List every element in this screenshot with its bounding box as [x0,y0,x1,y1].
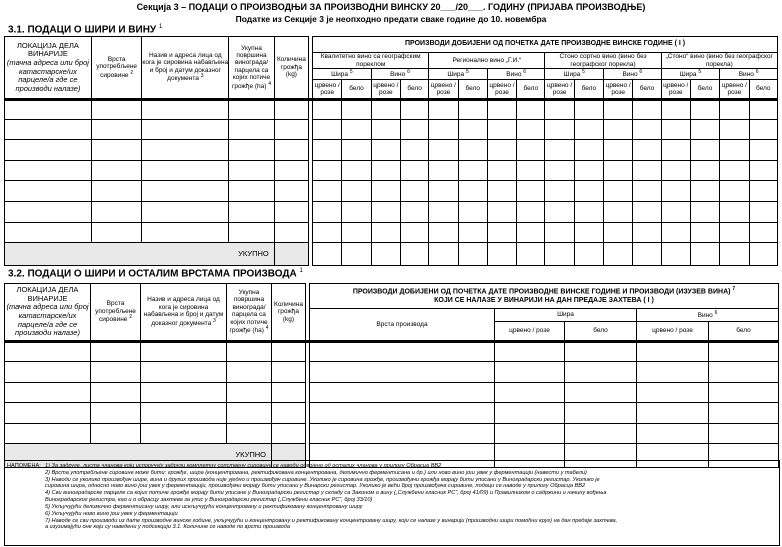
input-cell[interactable] [565,424,637,444]
white-header: бело [690,80,719,100]
input-cell[interactable] [429,202,458,223]
input-cell[interactable] [313,202,342,223]
input-cell[interactable] [604,181,633,202]
input-cell[interactable] [487,140,516,161]
table-row [5,403,779,424]
red-rose-header: црвено / розе [371,80,400,100]
input-cell[interactable] [272,424,306,444]
input-cell[interactable] [342,161,371,181]
input-cell[interactable] [91,100,142,120]
notes-body [45,463,776,531]
input-cell[interactable] [400,223,428,243]
input-cell[interactable] [229,202,274,223]
input-cell[interactable] [633,223,661,243]
input-cell[interactable] [142,181,229,202]
input-cell[interactable] [487,100,516,120]
total-cell[interactable] [429,243,458,266]
category-table-wine: „Стоно“ вино (вино без географског порекла) [661,53,777,69]
input-cell[interactable] [517,140,545,161]
input-cell[interactable] [91,403,141,424]
input-cell[interactable] [91,383,141,403]
input-cell[interactable] [5,223,92,243]
red-rose-header: црвено / розе [545,80,574,100]
input-cell[interactable] [91,181,142,202]
input-cell[interactable] [749,161,778,181]
input-cell[interactable] [661,140,690,161]
input-cell[interactable] [709,362,779,383]
total-cell[interactable] [661,243,690,266]
total-cell[interactable] [487,243,516,266]
category-quality-wine: Квалитетно вино са географским пореклом [313,53,429,69]
input-cell[interactable] [637,424,709,444]
note-line: 1) За задруге, листа чланова који испоручују задрузи комплетну сопствену сировину се наводи одвојено од осталих чланова у прилогу Обрасца ВВ2 [45,463,442,469]
input-cell[interactable] [487,202,516,223]
input-cell[interactable] [400,120,428,140]
input-cell[interactable] [274,223,308,243]
input-cell[interactable] [310,342,495,362]
input-cell[interactable] [720,120,749,140]
input-cell[interactable] [604,100,633,120]
input-cell[interactable] [142,100,229,120]
input-cell[interactable] [633,161,661,181]
red-rose-header: црвено / розе [429,80,458,100]
input-cell[interactable] [310,383,495,403]
total-cell[interactable] [574,243,603,266]
input-cell[interactable] [487,223,516,243]
input-cell[interactable] [5,100,92,120]
input-cell[interactable] [690,100,719,120]
input-cell[interactable] [690,140,719,161]
input-cell[interactable] [637,403,709,424]
input-cell[interactable] [400,140,428,161]
note-line: 2) Врста употребљене сировине може бити: грожђе, шира (концентрована, ректификована концентрована, делимично ферментисана и др.) или ново вино још увек у ферментацији (навести у табели) [45,469,587,476]
note-line: 6) Укључујући ново вино још увек у ферментацији [45,510,178,517]
input-cell[interactable] [227,403,272,424]
input-cell[interactable] [371,120,400,140]
col-area-header-2: Укупна површина винограда/ парцела са којих потиче грожђе (ha) $^4$ [227,284,272,342]
input-cell[interactable] [5,362,91,383]
white-header: бело [633,80,661,100]
input-cell[interactable] [400,181,428,202]
input-cell[interactable] [709,383,779,403]
input-cell[interactable] [342,100,371,120]
products-group-header-2: ПРОИЗВОДИ ДОБИЈЕНИ ОД ПОЧЕТКА ДАТЕ ПРОИЗВОДНЕ ВИНСКЕ ГОДИНЕ И ПРОИЗВОДИ (ИЗУЗЕВ ВИНА) $^7$ КОЈИ СЕ НАЛАЗЕ У ВИНАРИЈИ НА ДАН ПРЕДАЈЕ ЗАХТЕВА ( I ) [310,284,779,309]
white-header: бело [749,80,778,100]
input-cell[interactable] [517,100,545,120]
input-cell[interactable] [661,202,690,223]
total-cell[interactable] [545,243,574,266]
col-location-header: ЛОКАЦИЈА ДЕЛА ВИНАРИЈЕ (тачна адреса или број катастарске/их парцеле/а где се производи налазе) [5,37,92,100]
col-product-type-header: Врста производа [310,309,495,342]
input-cell[interactable] [545,140,574,161]
input-cell[interactable] [633,140,661,161]
sub-must-header: Шира $^5$ [313,69,372,80]
input-cell[interactable] [5,383,91,403]
input-cell[interactable] [310,424,495,444]
total-cell[interactable] [517,243,545,266]
input-cell[interactable] [574,202,603,223]
input-cell[interactable] [495,424,565,444]
note-line: 3) Наводи се уколико произвођач шире, вина и других производа није уједно и произвођач сировине. Уколико је сировина грожђе, произвођачи грожђа морају бити уписани у Виноградарски регистар. Уколико је [45,476,600,483]
input-cell[interactable] [229,100,274,120]
input-cell[interactable] [429,140,458,161]
input-cell[interactable] [141,383,227,403]
input-cell[interactable] [458,161,487,181]
input-cell[interactable] [720,223,749,243]
input-cell[interactable] [313,223,342,243]
white-header: бело [342,80,371,100]
red-rose-header: црвено / розе [720,80,749,100]
notes-box [4,460,780,546]
input-cell[interactable] [371,181,400,202]
production-table-3-2 [4,283,779,468]
note-line: 7) Наводе се сви производи из дате производне винске године, укључујући и концентровану и ректификовану концентровану ширу, који се налазе у винарији (производни шири помоћни круг) на дан предаје захтева, [45,517,618,524]
input-cell[interactable] [517,202,545,223]
input-cell[interactable] [5,424,91,444]
input-cell[interactable] [565,362,637,383]
input-cell[interactable] [458,140,487,161]
input-cell[interactable] [574,181,603,202]
sub-must-header-2: Шира [495,309,637,322]
input-cell[interactable] [604,140,633,161]
red-rose-header: црвено / розе [313,80,342,100]
input-cell[interactable] [142,223,229,243]
note-line: 4) Сви виноградарске парцеле са којих потиче грожђе морају бити уписане у Виноградарски регистар у складу са Законом о вину („Службени гласник РС“, број 41/09) и Правилником о садржини и начину вођења [45,490,607,497]
input-cell[interactable] [142,202,229,223]
input-cell[interactable] [633,181,661,202]
input-cell[interactable] [565,403,637,424]
input-cell[interactable] [5,181,92,202]
input-cell[interactable] [690,181,719,202]
note-line: а изузимајући оне који су наведени у подсекцији 3.1. Количине се наводе по врсти производа [45,524,290,531]
input-cell[interactable] [310,403,495,424]
input-cell[interactable] [604,120,633,140]
input-cell[interactable] [313,161,342,181]
total-cell[interactable] [604,243,633,266]
input-cell[interactable] [545,100,574,120]
input-cell[interactable] [141,342,227,362]
input-cell[interactable] [495,362,565,383]
col-material-type-header: Врста употребљене сировине $^2$ [91,37,142,100]
sub-wine-header: Вино $^6$ [604,69,662,80]
input-cell[interactable] [400,161,428,181]
products-group-header: ПРОИЗВОДИ ДОБИЈЕНИ ОД ПОЧЕТКА ДАТЕ ПРОИЗВОДНЕ ВИНСКЕ ГОДИНЕ ( I ) [313,37,778,53]
total-cell[interactable] [690,243,719,266]
input-cell[interactable] [91,161,142,181]
input-cell[interactable] [371,161,400,181]
table-row [5,161,778,181]
input-cell[interactable] [313,140,342,161]
input-cell[interactable] [749,202,778,223]
input-cell[interactable] [342,120,371,140]
input-cell[interactable] [517,223,545,243]
production-table-3-1 [4,36,778,266]
total-cell[interactable] [313,243,342,266]
input-cell[interactable] [5,202,92,223]
input-cell[interactable] [633,100,661,120]
input-cell[interactable] [690,202,719,223]
input-cell[interactable] [495,403,565,424]
input-cell[interactable] [5,403,91,424]
input-cell[interactable] [229,140,274,161]
input-cell[interactable] [91,424,141,444]
input-cell[interactable] [227,383,272,403]
input-cell[interactable] [633,120,661,140]
input-cell[interactable] [272,403,306,424]
red-rose-header: црвено / розе [604,80,633,100]
col-quantity-header-2: Количина грожђа (kg) [272,284,306,342]
input-cell[interactable] [371,223,400,243]
sub-must-header: Шира $^5$ [661,69,720,80]
table-row [5,223,778,243]
input-cell[interactable] [310,362,495,383]
total-label-2: УКУПНО [5,444,272,468]
input-cell[interactable] [91,202,142,223]
red-rose-header: црвено / розе [637,322,709,342]
white-header: бело [565,322,637,342]
input-cell[interactable] [342,181,371,202]
input-cell[interactable] [142,161,229,181]
input-cell[interactable] [604,202,633,223]
input-cell[interactable] [91,120,142,140]
col-supplier-header: Назив и адреса лица од кога је сировина набављена и број и датум доказног документа $^3$ [142,37,229,100]
section-2-title: 3.2. ПОДАЦИ О ШИРИ И ОСТАЛИМ ВРСТАМА ПРОИЗВОДА $^1$ [8,268,303,280]
note-line: сировина шира, односно ново вино још увек у ферментацији, произвођачи морају бити уписани у Винарски регистар. Уколико је већи број произвођача сировине, подаци се наводе у прилогу Обрасца ВВ2 [45,483,586,490]
input-cell[interactable] [637,342,709,362]
input-cell[interactable] [313,120,342,140]
input-cell[interactable] [661,161,690,181]
input-cell[interactable] [342,140,371,161]
input-cell[interactable] [429,181,458,202]
input-cell[interactable] [545,161,574,181]
input-cell[interactable] [274,161,308,181]
input-cell[interactable] [274,120,308,140]
input-cell[interactable] [495,342,565,362]
col-quantity-header: Количина грожђа (kg) [274,37,308,100]
input-cell[interactable] [749,181,778,202]
input-cell[interactable] [749,100,778,120]
table-row [5,202,778,223]
input-cell[interactable] [545,120,574,140]
input-cell[interactable] [229,181,274,202]
notes-label: НАПОМЕНА: [7,463,41,469]
red-rose-header: црвено / розе [487,80,516,100]
total-cell[interactable] [458,243,487,266]
input-cell[interactable] [661,120,690,140]
table-row [5,424,779,444]
red-rose-header: црвено / розе [495,322,565,342]
input-cell[interactable] [574,161,603,181]
sub-wine-header: Вино $^6$ [371,69,429,80]
input-cell[interactable] [690,120,719,140]
input-cell[interactable] [574,223,603,243]
input-cell[interactable] [749,120,778,140]
input-cell[interactable] [141,424,227,444]
input-cell[interactable] [272,362,306,383]
input-cell[interactable] [720,202,749,223]
table-row [5,120,778,140]
input-cell[interactable] [274,202,308,223]
input-cell[interactable] [495,383,565,403]
form-subtitle: Податке из Секције 3 је неопходно предати сваке године до 10. новембра [235,14,547,24]
input-cell[interactable] [749,140,778,161]
input-cell[interactable] [720,161,749,181]
input-cell[interactable] [661,100,690,120]
note-line: 5) Укључујући делимично ферментисану ширу, али искључујући концентровану и ректификовану концентровану ширу [45,503,363,510]
table-row [5,100,778,120]
input-cell[interactable] [342,223,371,243]
input-cell[interactable] [142,120,229,140]
input-cell[interactable] [91,362,141,383]
table-row [5,140,778,161]
col-location-header-2: ЛОКАЦИЈА ДЕЛА ВИНАРИЈЕ (тачна адреса или број катастарске/их парцеле/а где се производи налазе) [5,284,91,342]
input-cell[interactable] [458,181,487,202]
input-cell[interactable] [274,100,308,120]
white-header: бело [517,80,545,100]
white-header: бело [709,322,779,342]
col-material-type-header-2: Врста употребљене сировине $^2$ [91,284,141,342]
input-cell[interactable] [313,181,342,202]
input-cell[interactable] [141,403,227,424]
input-cell[interactable] [5,140,92,161]
total-cell[interactable] [400,243,428,266]
input-cell[interactable] [633,202,661,223]
input-cell[interactable] [690,223,719,243]
input-cell[interactable] [720,181,749,202]
input-cell[interactable] [429,161,458,181]
input-cell[interactable] [371,100,400,120]
input-cell[interactable] [517,161,545,181]
red-rose-header: црвено / розе [661,80,690,100]
input-cell[interactable] [5,342,91,362]
input-cell[interactable] [229,161,274,181]
category-varietal-table-wine: Стоно сортно вино (вино без географског порекла) [545,53,661,69]
total-cell[interactable] [633,243,661,266]
input-cell[interactable] [720,100,749,120]
input-cell[interactable] [91,140,142,161]
input-cell[interactable] [545,223,574,243]
input-cell[interactable] [400,202,428,223]
table-row [5,383,779,403]
input-cell[interactable] [720,140,749,161]
input-cell[interactable] [487,181,516,202]
section-1-title: 3.1. ПОДАЦИ О ШИРИ И ВИНУ $^1$ [8,24,163,36]
input-cell[interactable] [690,161,719,181]
input-cell[interactable] [91,342,141,362]
input-cell[interactable] [574,100,603,120]
input-cell[interactable] [429,120,458,140]
input-cell[interactable] [574,140,603,161]
input-cell[interactable] [487,120,516,140]
input-cell[interactable] [517,181,545,202]
sub-must-header: Шира $^5$ [429,69,488,80]
table-row [5,342,779,362]
input-cell[interactable] [229,120,274,140]
sub-wine-header: Вино $^6$ [487,69,545,80]
input-cell[interactable] [227,362,272,383]
input-cell[interactable] [227,424,272,444]
input-cell[interactable] [429,223,458,243]
input-cell[interactable] [545,202,574,223]
input-cell[interactable] [749,223,778,243]
total-cell[interactable] [342,243,371,266]
total-cell[interactable] [720,243,749,266]
input-cell[interactable] [709,342,779,362]
input-cell[interactable] [661,223,690,243]
input-cell[interactable] [709,424,779,444]
input-cell[interactable] [545,181,574,202]
total-cell[interactable] [371,243,400,266]
input-cell[interactable] [429,100,458,120]
input-cell[interactable] [5,120,92,140]
input-cell[interactable] [371,140,400,161]
col-area-header: Укупна површина винограда/ парцела са којих потиче грожђе (ha) $^4$ [229,37,274,100]
table-row [5,362,779,383]
input-cell[interactable] [272,383,306,403]
note-line: Виноградарског регистра, као и о обрасцу захтева за упис у Виноградарски регистар („Службени гласник РС“, број 33/10) [45,497,373,504]
input-cell[interactable] [229,223,274,243]
total-label: УКУПНО [5,243,275,266]
input-cell[interactable] [274,181,308,202]
input-cell[interactable] [272,342,306,362]
input-cell[interactable] [604,223,633,243]
input-cell[interactable] [142,140,229,161]
input-cell[interactable] [400,100,428,120]
table-row [5,181,778,202]
input-cell[interactable] [91,223,142,243]
input-cell[interactable] [661,181,690,202]
input-cell[interactable] [458,202,487,223]
category-regional-wine: Регионално вино „Г.И.“ [429,53,545,69]
input-cell[interactable] [709,403,779,424]
input-cell[interactable] [574,120,603,140]
input-cell[interactable] [458,100,487,120]
white-header: бело [400,80,428,100]
sub-wine-header: Вино $^6$ [720,69,778,80]
input-cell[interactable] [313,100,342,120]
input-cell[interactable] [371,202,400,223]
total-row [5,243,778,266]
total-cell[interactable] [749,243,778,266]
input-cell[interactable] [458,223,487,243]
white-header: бело [458,80,487,100]
input-cell[interactable] [565,383,637,403]
input-cell[interactable] [637,362,709,383]
sub-wine-header-2: Вино $^6$ [637,309,779,322]
input-cell[interactable] [565,342,637,362]
input-cell[interactable] [458,120,487,140]
input-cell[interactable] [5,161,92,181]
input-cell[interactable] [637,383,709,403]
input-cell[interactable] [141,362,227,383]
input-cell[interactable] [274,140,308,161]
form-title: Секција 3 – ПОДАЦИ О ПРОИЗВОДЊИ ЗА ПРОИЗВОДНИ ВИНСКУ 20___/20___. ГОДИНУ (ПРИЈАВА ПРОИЗВОДЊЕ) [136,2,646,12]
input-cell[interactable] [487,161,516,181]
input-cell[interactable] [227,342,272,362]
sub-must-header: Шира $^5$ [545,69,604,80]
white-header: бело [574,80,603,100]
col-supplier-header-2: Назив и адреса лица од кога је сировина набављена и број и датум доказног документа $^3$ [141,284,227,342]
input-cell[interactable] [517,120,545,140]
input-cell[interactable] [604,161,633,181]
input-cell[interactable] [342,202,371,223]
